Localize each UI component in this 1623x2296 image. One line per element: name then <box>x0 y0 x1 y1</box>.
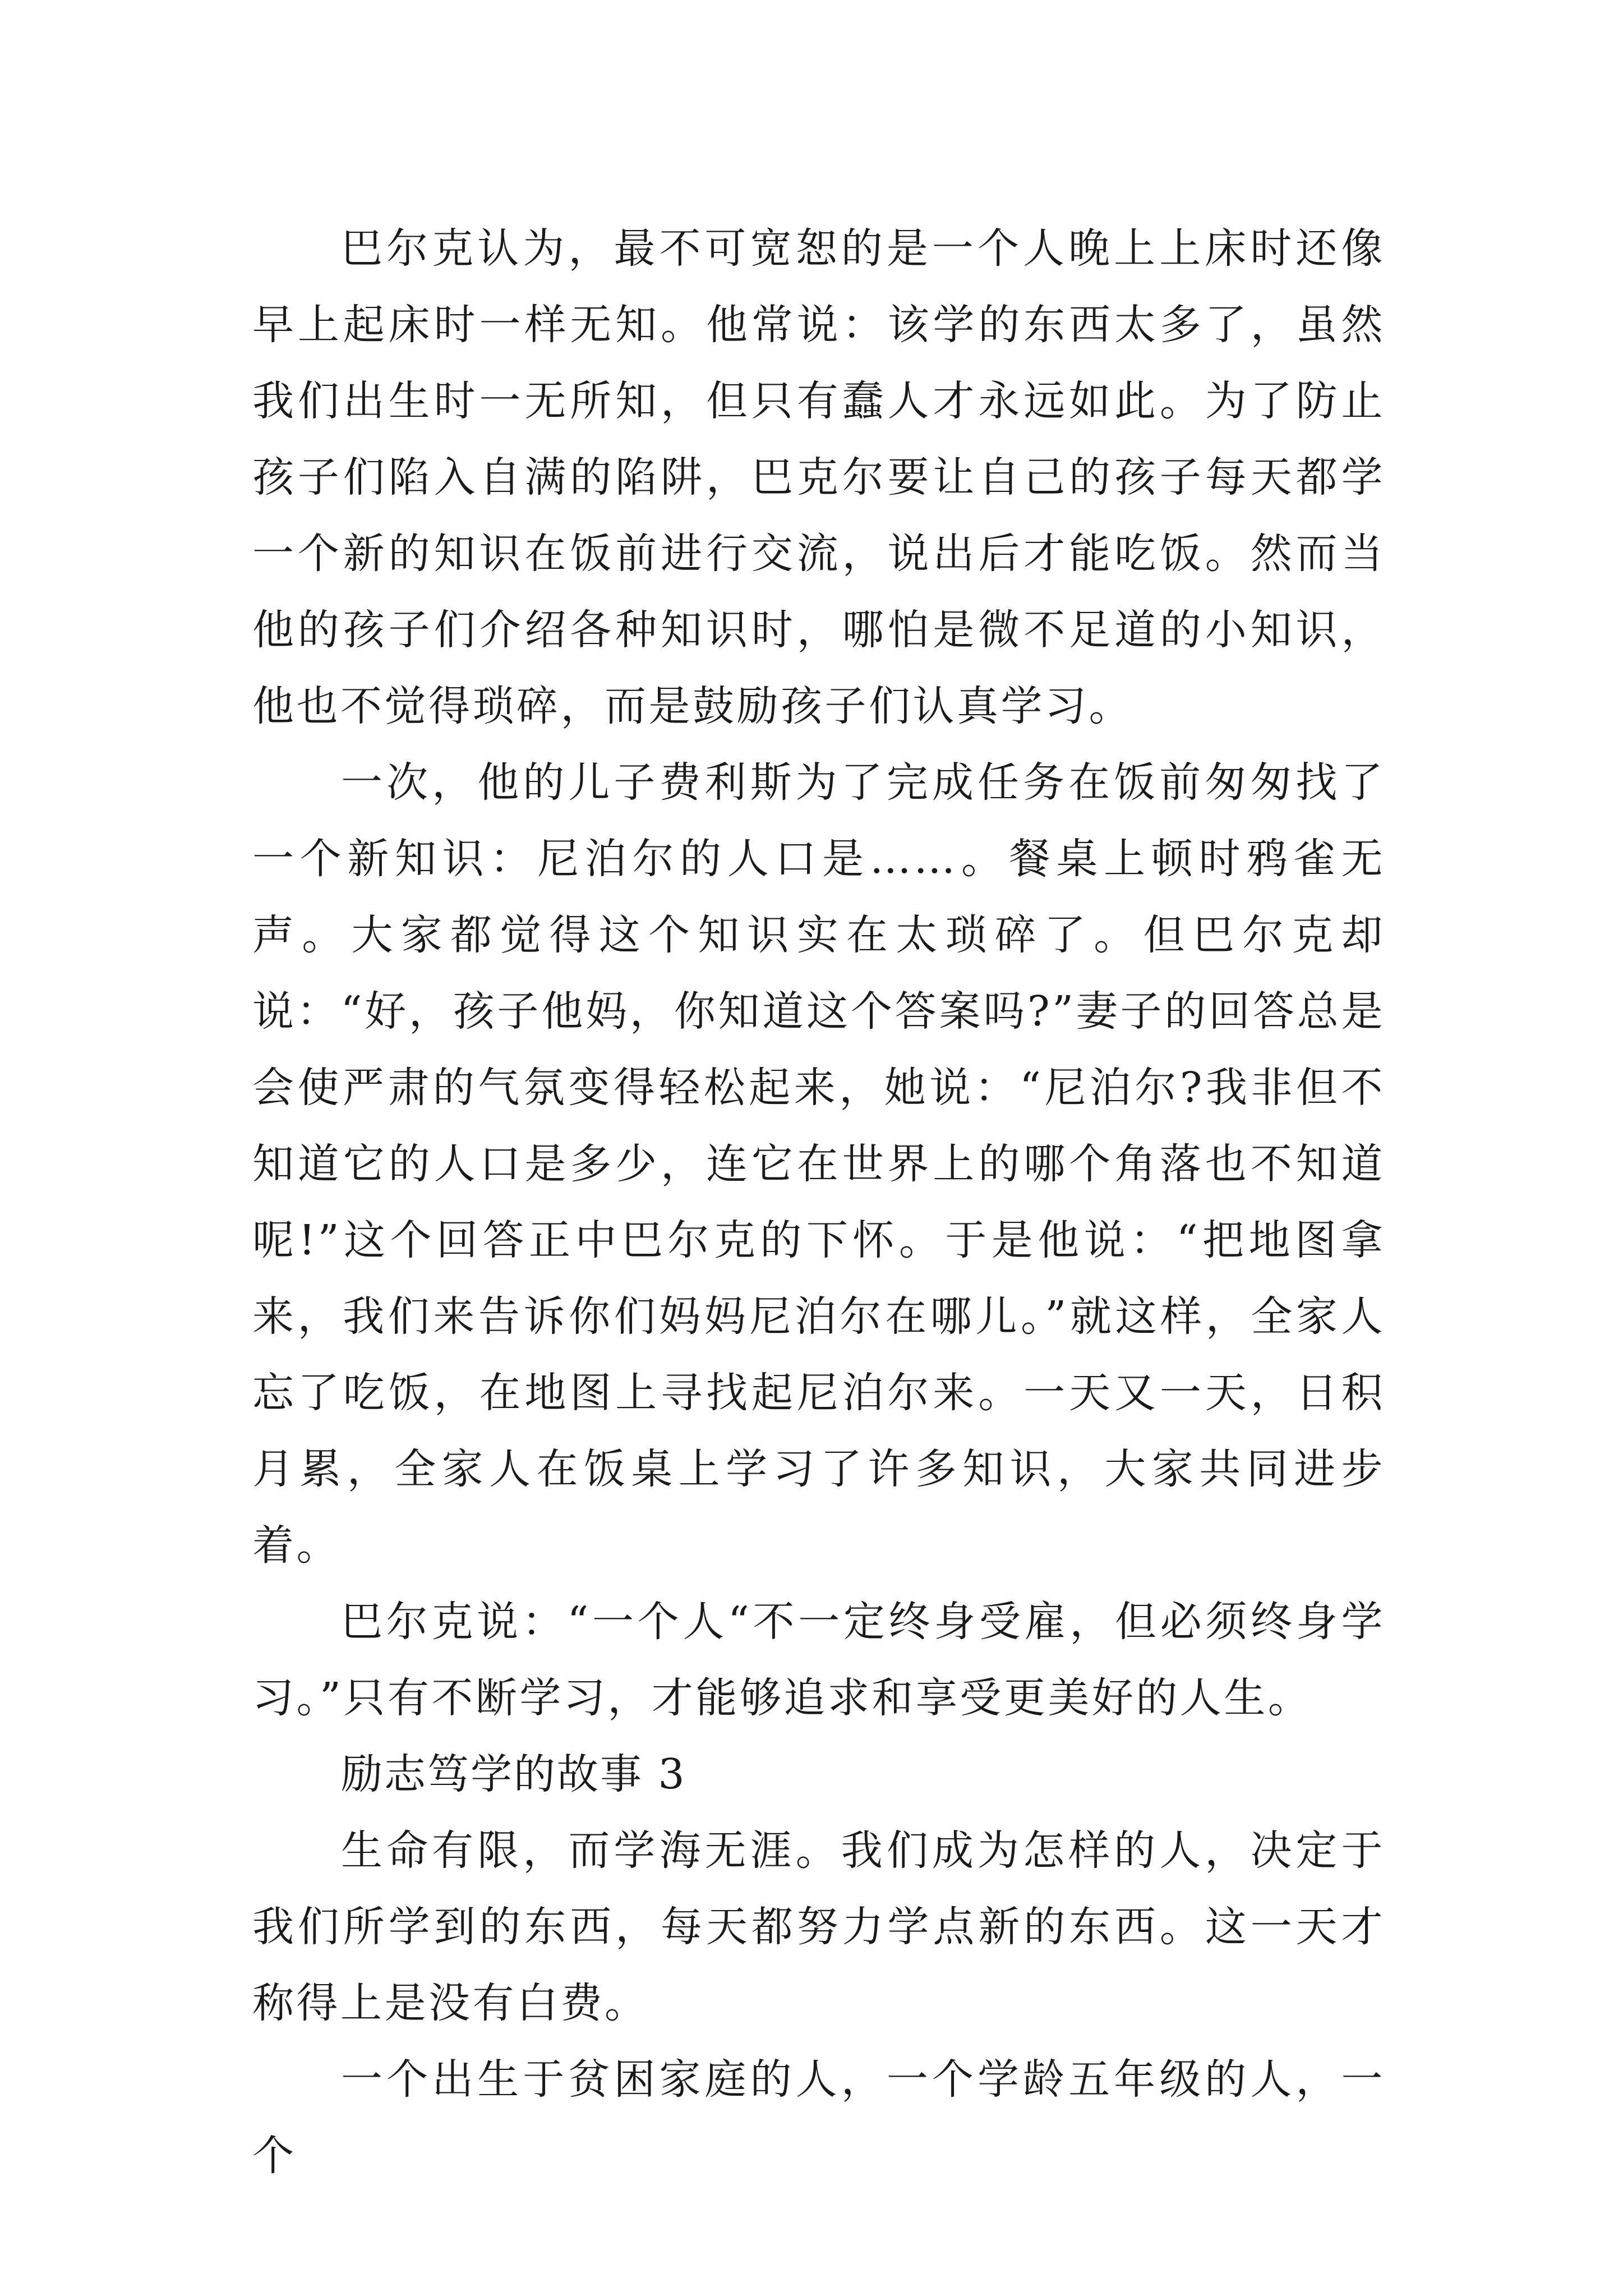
section-title: 励志笃学的故事 3 <box>341 1750 686 1798</box>
document-body <box>252 210 1385 2194</box>
paragraph: 生命有限，而学海无涯。我们成为怎样的人，决定于我们所学到的东西，每天都努力学点新的东西。这一天才称得上是没有白费。 <box>252 1826 1385 2027</box>
paragraph: 巴尔克认为，最不可宽恕的是一个人晚上上床时还像早上起床时一样无知。他常说：该学的东西太多了，虽然我们出生时一无所知，但只有蠢人才永远如此。为了防止孩子们陷入自满的陷阱，巴克尔要让自己的孩子每天都学一个新的知识在饭前进行交流，说出后才能吃饭。然而当他的孩子们介绍各种知识时，哪怕是微不足道的小知识，他也不觉得琐碎，而是鼓励孩子们认真学习。 <box>252 224 1385 730</box>
paragraph: 巴尔克说：“一个人“不一定终身受雇，但必须终身学习。”只有不断学习，才能够追求和享受更美好的人生。 <box>252 1598 1385 1722</box>
paragraph: 一个出生于贫困家庭的人，一个学龄五年级的人，一个 <box>252 2055 1385 2180</box>
paragraph: 一次，他的儿子费利斯为了完成任务在饭前匆匆找了一个新知识：尼泊尔的人口是……。餐桌上顿时鸦雀无声。大家都觉得这个知识实在太琐碎了。但巴尔克却说：“好，孩子他妈，你知道这个答案吗?”妻子的回答总是会使严肃的气氛变得轻松起来，她说：“尼泊尔?我非但不知道它的人口是多少，连它在世界上的哪个角落也不知道呢!”这个回答正中巴尔克的下怀。于是他说：“把地图拿来，我们来告诉你们妈妈尼泊尔在哪儿。”就这样，全家人忘了吃饭，在地图上寻找起尼泊尔来。一天又一天，日积月累，全家人在饭桌上学习了许多知识，大家共同进步着。 <box>252 758 1385 1570</box>
